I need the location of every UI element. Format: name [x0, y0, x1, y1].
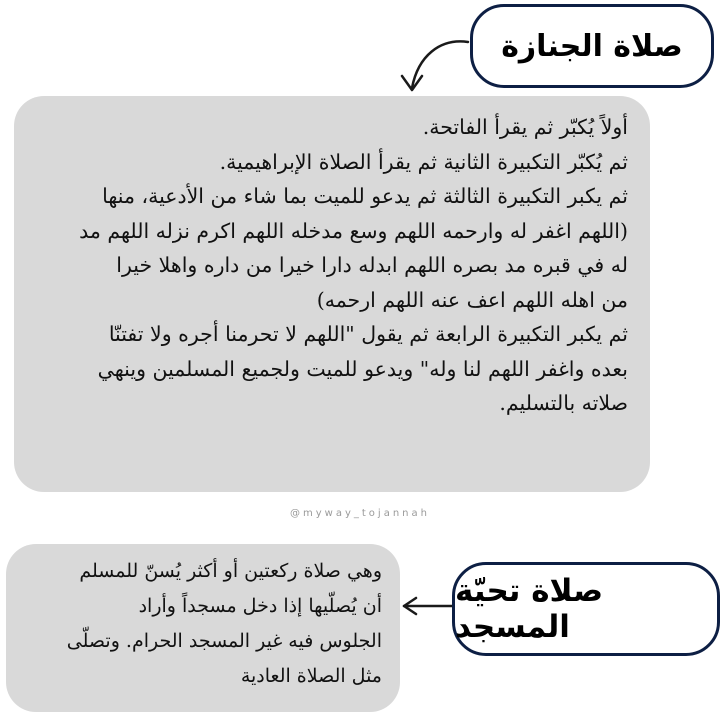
curved-arrow-icon: [402, 41, 468, 90]
funeral-prayer-card: [14, 96, 650, 492]
mosque-greeting-card: [6, 544, 400, 712]
mosque-line-3: الجلوس فيه غير المسجد الحرام. وتصلّى: [66, 630, 382, 652]
mosque-line-1: وهي صلاة ركعتين أو أكثر يُسنّ للمسلم: [79, 560, 382, 582]
left-arrow-icon: [404, 598, 452, 614]
funeral-line-7: ثم يكبر التكبيرة الرابعة ثم يقول "اللهم لا تحرمنا أجره ولا تفتنّا: [108, 322, 628, 346]
funeral-line-8: بعده واغفر اللهم لنا وله" ويدعو للميت ولجميع المسلمين وينهي: [97, 356, 628, 381]
funeral-line-3: ثم يكبر التكبيرة الثالثة ثم يدعو للميت بما شاء من الأدعية، منها: [102, 184, 628, 208]
mosque-greeting-title-pill: [452, 562, 720, 656]
funeral-line-4: (اللهم اغفر له وارحمه اللهم وسع مدخله اللهم اكرم نزله اللهم مد: [79, 218, 628, 243]
funeral-line-2: ثم يُكبّر التكبيرة الثانية ثم يقرأ الصلاة الإبراهيمية.: [219, 149, 628, 174]
funeral-prayer-title-pill: [470, 4, 714, 88]
funeral-prayer-title: صلاة الجنازة: [501, 28, 683, 64]
mosque-greeting-title: صلاة تحيّة المسجد: [455, 573, 604, 645]
watermark: @myway_tojannah: [290, 508, 430, 519]
funeral-line-9: صلاته بالتسليم.: [499, 391, 628, 415]
funeral-line-1: أولاً يُكبّر ثم يقرأ الفاتحة.: [422, 115, 628, 139]
funeral-line-5: له في قبره مد بصره اللهم ابدله دارا خيرا من داره واهلا خيرا: [116, 253, 628, 277]
mosque-line-2: أن يُصلّيها إذا دخل مسجداً وأراد: [138, 595, 382, 617]
mosque-line-4: مثل الصلاة العادية: [240, 665, 382, 687]
funeral-line-6: من اهله اللهم اعف عنه اللهم ارحمه): [316, 287, 628, 312]
